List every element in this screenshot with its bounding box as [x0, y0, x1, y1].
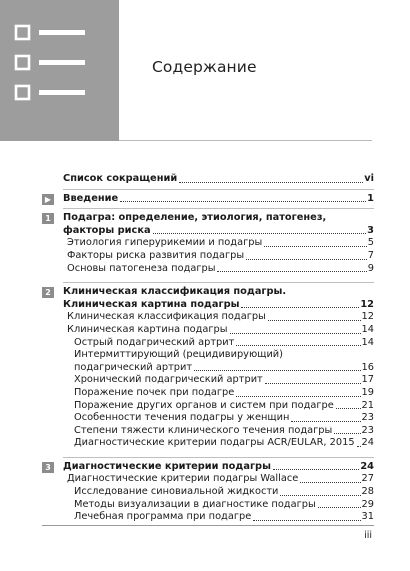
- toc-page-number: 27: [361, 473, 374, 485]
- toc-subentry[interactable]: [42, 511, 374, 524]
- toc-page-number: 1: [367, 192, 374, 204]
- leader-dots: [153, 232, 367, 234]
- leader-dots: [120, 200, 366, 202]
- section-divider: [63, 282, 374, 283]
- toc-subentry[interactable]: [42, 400, 374, 413]
- leader-dots: [357, 445, 361, 447]
- toc-page-number: 19: [361, 386, 374, 398]
- toc-entry-title: Факторы риска развития подагры: [67, 249, 245, 261]
- toc-page-number: 23: [361, 424, 374, 436]
- toc-entry-title: Клиническая классификация подагры: [67, 311, 266, 323]
- toc-entry-intro[interactable]: [42, 193, 374, 206]
- table-of-contents: [42, 173, 374, 524]
- toc-entry-title: Клиническая картина подагры: [63, 298, 240, 310]
- toc-page-number: 14: [361, 323, 374, 335]
- toc-subentry[interactable]: [42, 349, 374, 362]
- section-divider: [63, 189, 374, 190]
- toc-entry-abbreviations[interactable]: [42, 173, 374, 186]
- toc-page-number: 29: [361, 498, 374, 510]
- leader-dots: [268, 319, 361, 321]
- leader-dots: [264, 245, 367, 247]
- toc-page-number: vi: [364, 173, 374, 184]
- toc-page-number: 16: [361, 361, 374, 373]
- leader-dots: [246, 258, 367, 260]
- chapter-badge: 2: [42, 287, 54, 298]
- leader-dots: [300, 481, 360, 483]
- toc-entry[interactable]: [42, 237, 374, 250]
- toc-page-number: 24: [361, 437, 374, 449]
- toc-section-intro: [42, 193, 374, 206]
- page-number: iii: [364, 530, 372, 541]
- toc-chapter-title[interactable]: [42, 461, 374, 474]
- section-divider: [63, 208, 374, 209]
- toc-page-number: 14: [361, 336, 374, 348]
- header-panel: [0, 0, 119, 141]
- toc-entry-title: Диагностические критерии подагры Wallace: [67, 473, 299, 485]
- toc-entry-title: подагрический артрит: [74, 361, 193, 373]
- toc-subentry[interactable]: [42, 499, 374, 512]
- toc-subentry[interactable]: [42, 437, 374, 450]
- leader-dots: [253, 519, 360, 521]
- toc-subentry[interactable]: [42, 412, 374, 425]
- toc-entry-title: Интермиттирующий (рецидивирующий): [74, 349, 283, 361]
- toc-subentry[interactable]: [42, 387, 374, 400]
- toc-page-number: 24: [360, 460, 374, 472]
- footer-divider: [42, 525, 374, 526]
- toc-entry-title: Степени тяжести клинического течения подагры: [74, 424, 333, 436]
- leader-dots: [334, 432, 360, 434]
- section-divider: [63, 457, 374, 458]
- toc-entry-title: Острый подагрический артрит: [74, 336, 235, 348]
- leader-dots: [291, 420, 360, 422]
- toc-entry-title: Диагностические критерии подагры ACR/EULAR, 2015: [74, 437, 355, 449]
- toc-entry-title: Особенности течения подагры у женщин: [74, 412, 290, 424]
- toc-page-number: 5: [367, 237, 374, 249]
- toc-page-number: 7: [367, 249, 374, 261]
- toc-entry[interactable]: [42, 263, 374, 276]
- toc-page-number: 9: [367, 262, 374, 274]
- checklist-icon: [14, 22, 86, 106]
- toc-page-number: 12: [361, 311, 374, 323]
- toc-entry-title: Клиническая картина подагры: [67, 323, 228, 335]
- toc-section-chapter-1: [42, 212, 374, 275]
- toc-subentry[interactable]: [42, 425, 374, 438]
- header-divider: [119, 140, 372, 141]
- toc-entry[interactable]: [42, 250, 374, 263]
- chapter-badge: 1: [42, 213, 54, 224]
- leader-dots: [217, 270, 366, 272]
- toc-entry-title: Подагра: определение, этиология, патогенез,: [63, 212, 327, 224]
- page-title: Содержание: [152, 58, 257, 76]
- toc-subentry[interactable]: [42, 337, 374, 350]
- leader-dots: [179, 181, 363, 183]
- toc-page-number: 17: [361, 374, 374, 386]
- leader-dots: [236, 344, 360, 346]
- toc-page-number: 31: [361, 511, 374, 523]
- toc-entry[interactable]: [42, 324, 374, 337]
- toc-entry[interactable]: [42, 473, 374, 486]
- leader-dots: [230, 332, 361, 334]
- toc-entry-title: Этиология гиперурикемии и подагры: [67, 237, 263, 249]
- toc-page-number: 21: [361, 399, 374, 411]
- toc-entry-title: Методы визуализации в диагностике подагры: [74, 498, 316, 510]
- toc-entry-title: Поражение почек при подагре: [74, 386, 235, 398]
- toc-page-number: 28: [361, 486, 374, 498]
- toc-entry-title: Основы патогенеза подагры: [67, 262, 216, 274]
- toc-entry-title: Хронический подагрический артрит: [74, 374, 263, 386]
- toc-chapter-title-continued[interactable]: [42, 225, 374, 238]
- toc-entry-title: факторы риска: [63, 224, 151, 236]
- toc-page-number: 23: [361, 412, 374, 424]
- toc-entry-title: Клиническая классификация подагры.: [63, 286, 287, 298]
- toc-entry-title: Диагностические критерии подагры: [63, 460, 271, 472]
- leader-dots: [236, 395, 360, 397]
- leader-dots: [241, 306, 359, 308]
- toc-subentry-continued[interactable]: [42, 362, 374, 375]
- toc-entry[interactable]: [42, 311, 374, 324]
- toc-chapter-title[interactable]: [42, 286, 374, 299]
- toc-chapter-title-continued[interactable]: [42, 299, 374, 312]
- toc-entry-title: Поражение других органов и систем при подагре: [74, 399, 334, 411]
- toc-entry-title: Введение: [63, 192, 119, 204]
- leader-dots: [318, 506, 361, 508]
- play-icon: ▶: [42, 194, 54, 205]
- leader-dots: [194, 369, 360, 371]
- toc-entry-title: Исследование синовиальной жидкости: [74, 486, 279, 498]
- leader-dots: [265, 382, 361, 384]
- chapter-badge: 3: [42, 462, 54, 473]
- toc-subentry[interactable]: [42, 374, 374, 387]
- toc-page-number: 12: [360, 298, 374, 310]
- leader-dots: [273, 468, 359, 470]
- leader-dots: [280, 494, 360, 496]
- toc-entry-title: Лечебная программа при подагре: [74, 511, 252, 523]
- toc-section-chapter-3: [42, 461, 374, 524]
- leader-dots: [336, 407, 361, 409]
- toc-page-number: 3: [367, 224, 374, 236]
- toc-subentry[interactable]: [42, 486, 374, 499]
- toc-entry-title: Список сокращений: [63, 173, 178, 184]
- toc-section-chapter-2: [42, 286, 374, 450]
- toc-chapter-title[interactable]: [42, 212, 374, 225]
